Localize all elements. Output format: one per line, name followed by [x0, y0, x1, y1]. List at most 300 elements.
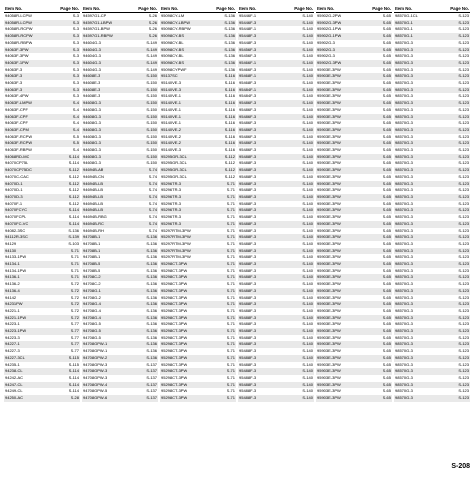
index-row	[316, 13, 392, 20]
item-number: 95298CT-3PW	[161, 301, 188, 307]
index-row	[238, 107, 314, 114]
page-reference: S-136	[224, 19, 235, 25]
index-row	[394, 160, 470, 167]
item-number: 94058R-RBPW	[5, 39, 33, 45]
item-number: 95140VE-2	[161, 133, 182, 139]
page-reference: S-123	[458, 261, 469, 267]
page-reference: S-140	[302, 368, 313, 374]
page-reference: S-136	[146, 307, 157, 313]
item-number: 95903E-3PW	[317, 301, 341, 307]
index-row	[4, 26, 80, 33]
item-number: 94604G-3	[83, 46, 101, 52]
item-number: 95903E-3PW	[317, 180, 341, 186]
item-number: 95140VE-1	[161, 106, 182, 112]
page-reference: S-3	[72, 26, 79, 32]
item-number: 95488F-3	[239, 307, 257, 313]
page-reference: S-65	[382, 274, 391, 280]
page-reference: S-65	[382, 294, 391, 300]
page-reference: S-140	[302, 301, 313, 307]
item-number: 95488F-3	[239, 207, 257, 213]
index-row	[394, 254, 470, 261]
index-row	[394, 388, 470, 395]
index-row	[394, 127, 470, 134]
item-number: 94070FCPL	[5, 214, 27, 220]
index-row	[238, 100, 314, 107]
item-number: 95298CT-3PW	[161, 361, 188, 367]
page-reference: S-123	[458, 147, 469, 153]
index-row	[394, 154, 470, 161]
index-row	[160, 288, 236, 295]
page-reference: S-140	[302, 100, 313, 106]
page-reference: S-3	[72, 73, 79, 79]
page-reference: S-123	[458, 26, 469, 32]
item-number: 94063F-3PW	[5, 46, 29, 52]
page-reference: S-71	[226, 307, 235, 313]
index-row	[316, 160, 392, 167]
page-reference: S-103	[68, 240, 79, 246]
item-number: 95903E-3PW	[317, 167, 341, 173]
index-row	[238, 147, 314, 154]
index-row	[4, 288, 80, 295]
index-row	[394, 348, 470, 355]
page-reference: S-65	[382, 227, 391, 233]
index-row	[160, 80, 236, 87]
index-column	[316, 6, 392, 458]
page-reference: S-140	[302, 173, 313, 179]
page-reference: S-123	[458, 395, 469, 401]
item-number: 95297RTM-3PW	[161, 234, 191, 240]
page-reference: S-140	[302, 240, 313, 246]
page-reference: S-72	[70, 307, 79, 313]
page-reference: S-65	[382, 133, 391, 139]
index-row	[394, 53, 470, 60]
item-number: 94708GPW-5	[83, 388, 108, 394]
item-number: 94694B-CN	[83, 173, 104, 179]
index-row	[316, 261, 392, 268]
page-reference: S-150	[146, 93, 157, 99]
item-number: 94129	[5, 240, 17, 246]
item-number: 94231PW	[5, 301, 23, 307]
index-row	[160, 67, 236, 74]
index-row	[394, 268, 470, 275]
index-row	[316, 315, 392, 322]
item-number: 94070D-3	[5, 193, 23, 199]
page-reference: S-65	[382, 287, 391, 293]
page-reference: S-123	[458, 167, 469, 173]
page-reference: S-116	[224, 86, 235, 92]
item-number: 94249-CL	[5, 388, 23, 394]
item-number: 95903E-3PW	[317, 341, 341, 347]
page-reference: S-26	[148, 26, 157, 32]
index-row	[160, 341, 236, 348]
item-number: 94608G-3	[83, 133, 101, 139]
item-number: 95903E-3PW	[317, 354, 341, 360]
page-reference: S-140	[302, 200, 313, 206]
page-reference: S-65	[382, 167, 391, 173]
page-reference: S-26	[148, 19, 157, 25]
page-reference: S-136	[146, 348, 157, 354]
page-reference: S-123	[458, 100, 469, 106]
item-number: 94597G1-RBPW	[83, 33, 113, 39]
page-reference: S-136	[146, 328, 157, 334]
item-number: 94063F-RBPW	[5, 147, 32, 153]
page-reference: S-123	[458, 207, 469, 213]
item-number: 98570G-3	[395, 341, 413, 347]
page-reference: S-71	[226, 187, 235, 193]
page-reference: S-3	[72, 46, 79, 52]
index-row	[238, 181, 314, 188]
page-reference: S-5	[72, 140, 79, 146]
page-reference: S-71	[226, 354, 235, 360]
page-reference: S-116	[224, 100, 235, 106]
item-number: 98570G-3	[395, 167, 413, 173]
index-row	[82, 26, 158, 33]
page-reference: S-136	[224, 26, 235, 32]
item-number: 95903E-3PW	[317, 200, 341, 206]
page-reference: S-150	[146, 106, 157, 112]
page-reference: S-65	[382, 354, 391, 360]
column-header	[316, 6, 392, 13]
item-number: 94597G1-CP	[83, 13, 107, 18]
page-reference: S-116	[224, 120, 235, 126]
item-number: 94063F-CPM	[5, 126, 29, 132]
page-reference: S-65	[382, 314, 391, 320]
index-row	[82, 181, 158, 188]
item-number: 95297RTM-3PW	[161, 254, 191, 260]
index-row	[394, 20, 470, 27]
index-row	[238, 261, 314, 268]
index-row	[316, 174, 392, 181]
item-number: 95140VE-3	[161, 80, 182, 86]
item-number: 94130	[5, 247, 17, 253]
index-row	[394, 335, 470, 342]
index-row	[238, 341, 314, 348]
index-row	[4, 87, 80, 94]
page-reference: S-65	[382, 334, 391, 340]
item-number: 94242-AC	[5, 374, 24, 380]
item-number: 95298CT-3PW	[161, 388, 188, 394]
page-reference: S-112	[224, 160, 235, 166]
item-number: 95488F-3	[239, 348, 257, 354]
item-number: 95297RTM-3PW	[161, 227, 191, 233]
index-row	[238, 134, 314, 141]
index-row	[394, 382, 470, 389]
page-reference: S-123	[458, 180, 469, 186]
index-row	[394, 315, 470, 322]
index-row	[160, 214, 236, 221]
index-row	[160, 100, 236, 107]
item-number: 94063F-CPF	[5, 106, 28, 112]
item-number: 95488F-3	[239, 334, 257, 340]
page-reference: S-77	[70, 341, 79, 347]
index-row	[316, 355, 392, 362]
page-reference: S-140	[302, 247, 313, 253]
item-number: 94708G-5	[83, 321, 101, 327]
index-row	[316, 187, 392, 194]
item-header: Item No.	[395, 6, 413, 11]
item-number: 94708G-4	[83, 301, 101, 307]
page-reference: S-3	[72, 33, 79, 39]
item-number: 98570G-3	[395, 126, 413, 132]
item-number: 94221-1PW	[5, 314, 27, 320]
item-number: 95902G-3	[317, 53, 335, 59]
item-number: 94063F-3	[5, 73, 23, 79]
index-row	[238, 308, 314, 315]
index-row	[238, 395, 314, 402]
index-row	[394, 308, 470, 315]
index-row	[4, 341, 80, 348]
index-row	[82, 234, 158, 241]
item-number: 94708GPW-6	[83, 395, 108, 401]
index-row	[82, 154, 158, 161]
index-row	[238, 228, 314, 235]
index-row	[160, 207, 236, 214]
item-number: 95902G-2PW	[317, 13, 342, 18]
index-row	[238, 67, 314, 74]
page-reference: S-123	[458, 314, 469, 320]
index-row	[316, 93, 392, 100]
index-row	[394, 33, 470, 40]
item-number: 94058R-LCPW	[5, 19, 32, 25]
index-row	[394, 395, 470, 402]
page-reference: S-140	[302, 59, 313, 65]
page-reference: S-65	[382, 33, 391, 39]
index-row	[4, 67, 80, 74]
page-reference: S-114	[68, 214, 79, 220]
item-header: Item No.	[161, 6, 179, 11]
item-number: 95295GR-3CL	[161, 153, 187, 159]
page-reference: S-136	[146, 354, 157, 360]
page-reference: S-65	[382, 200, 391, 206]
index-row	[4, 234, 80, 241]
index-row	[160, 147, 236, 154]
page-reference: S-65	[382, 381, 391, 387]
item-number: 95486F-3	[239, 140, 257, 146]
item-number: 94604G-3	[83, 53, 101, 59]
item-number: 94708C-2	[83, 274, 101, 280]
index-row	[82, 375, 158, 382]
item-number: 94136-4	[5, 287, 20, 293]
item-number: 98570G-3	[395, 39, 413, 45]
page-reference: S-140	[302, 395, 313, 401]
page-reference: S-65	[382, 240, 391, 246]
item-number: 94597G1-LBPW	[83, 19, 113, 25]
item-number: 98570G-3	[395, 180, 413, 186]
page-reference: S-114	[68, 368, 79, 374]
page-reference: S-136	[146, 254, 157, 260]
index-row	[82, 40, 158, 47]
item-number: 98570G-1	[395, 33, 413, 39]
index-row	[160, 134, 236, 141]
item-number: 95488F-3	[239, 173, 257, 179]
page-reference: S-71	[226, 321, 235, 327]
item-number: 94070FC-VC	[5, 220, 29, 226]
index-row	[82, 53, 158, 60]
item-number: 94708B-1	[83, 240, 101, 246]
index-row	[160, 382, 236, 389]
index-row	[238, 248, 314, 255]
index-row	[82, 194, 158, 201]
item-number: 95488F-3	[239, 368, 257, 374]
index-row	[394, 181, 470, 188]
item-number: 98570G-3	[395, 147, 413, 153]
page-reference: S-123	[458, 301, 469, 307]
page-reference: S-3	[72, 53, 79, 59]
column-header	[238, 6, 314, 13]
page-reference: S-140	[302, 160, 313, 166]
index-row	[316, 107, 392, 114]
item-number: 94063F-1PW	[5, 59, 29, 65]
item-number: 95466F-1	[239, 59, 257, 65]
index-row	[316, 281, 392, 288]
item-number: 98570G-1CL	[395, 13, 418, 18]
page-reference: S-71	[226, 348, 235, 354]
index-row	[238, 335, 314, 342]
page-reference: S-140	[302, 73, 313, 79]
index-row	[82, 382, 158, 389]
index-row	[4, 261, 80, 268]
item-number: 98570G-3	[395, 307, 413, 313]
item-number: 94708GPW-4	[83, 381, 108, 387]
item-number: 95903E-3PW	[317, 361, 341, 367]
index-row	[394, 234, 470, 241]
page-reference: S-137	[146, 368, 157, 374]
item-number: 95468F-1	[239, 73, 257, 79]
index-row	[160, 241, 236, 248]
item-number: 95140VE-3	[161, 86, 182, 92]
index-row	[4, 20, 80, 27]
page-reference: S-136	[146, 234, 157, 240]
index-row	[82, 127, 158, 134]
page-reference: S-3	[72, 19, 79, 25]
index-row	[238, 194, 314, 201]
page-reference: S-65	[382, 147, 391, 153]
page-reference: S-140	[302, 307, 313, 313]
item-number: 95488F-3	[239, 254, 257, 260]
page-reference: S-136	[146, 301, 157, 307]
item-number: 95903E-3PW	[317, 173, 341, 179]
page-reference: S-112	[224, 167, 235, 173]
index-row	[238, 348, 314, 355]
item-number: 98570G-3	[395, 374, 413, 380]
item-number: 95488F-3	[239, 354, 257, 360]
item-number: 94063F-RCPW	[5, 140, 33, 146]
item-number: 94058R-LCPW	[5, 13, 32, 18]
index-row	[316, 241, 392, 248]
index-row	[82, 274, 158, 281]
page-reference: S-140	[302, 140, 313, 146]
index-row	[160, 268, 236, 275]
page-reference: S-123	[458, 281, 469, 287]
page-reference: S-123	[458, 86, 469, 92]
item-number: 94608G-3	[83, 106, 101, 112]
page-reference: S-149	[146, 66, 157, 72]
page-reference: S-71	[226, 180, 235, 186]
index-row	[394, 13, 470, 20]
item-number: 95903E-3PW	[317, 381, 341, 387]
page-reference: S-140	[302, 19, 313, 25]
page-reference: S-112	[68, 167, 79, 173]
index-row	[394, 87, 470, 94]
index-row	[394, 274, 470, 281]
index-row	[4, 33, 80, 40]
index-row	[394, 147, 470, 154]
index-row	[394, 167, 470, 174]
page-reference: S-116	[224, 126, 235, 132]
item-number: 95488F-3	[239, 294, 257, 300]
item-number: 95903E-3PW	[317, 220, 341, 226]
page-reference: S-3	[72, 86, 79, 92]
index-row	[394, 60, 470, 67]
item-number: 95488F-3	[239, 388, 257, 394]
page-reference: S-123	[458, 368, 469, 374]
item-number: 95903E-3PW	[317, 66, 341, 72]
index-row	[316, 341, 392, 348]
item-number: 94070C-CAC	[5, 173, 29, 179]
page-reference: S-116	[224, 80, 235, 86]
page-reference: S-71	[70, 267, 79, 273]
item-number: 98570G-3	[395, 53, 413, 59]
page-reference: S-140	[302, 46, 313, 52]
index-row	[316, 368, 392, 375]
index-row	[160, 201, 236, 208]
item-number: 94070CP75DC	[5, 167, 32, 173]
index-row	[160, 315, 236, 322]
item-number: 95448F-3	[239, 33, 257, 39]
page-reference: S-136	[146, 247, 157, 253]
page-reference: S-71	[70, 247, 79, 253]
page-reference: S-140	[302, 267, 313, 273]
item-number: 95903E-3PW	[317, 254, 341, 260]
page-reference: S-116	[224, 140, 235, 146]
page-reference: S-140	[302, 120, 313, 126]
item-header: Item No.	[239, 6, 257, 11]
page-reference: S-140	[302, 214, 313, 220]
item-number: 95488F-3	[239, 321, 257, 327]
index-row	[4, 140, 80, 147]
index-row	[160, 375, 236, 382]
page-reference: S-65	[382, 180, 391, 186]
index-row	[82, 341, 158, 348]
item-number: 95903E-3PW	[317, 140, 341, 146]
page-reference: S-65	[382, 328, 391, 334]
index-row	[238, 47, 314, 54]
index-row	[316, 114, 392, 121]
page-reference: S-65	[382, 120, 391, 126]
page-reference: S-123	[458, 354, 469, 360]
page-reference: S-123	[458, 214, 469, 220]
index-row	[82, 93, 158, 100]
item-number: 98570G-3	[395, 348, 413, 354]
item-number: 94227-3	[5, 348, 20, 354]
page-reference: S-136	[146, 321, 157, 327]
item-number: 94604G-3	[83, 59, 101, 65]
index-row	[394, 67, 470, 74]
index-row	[316, 60, 392, 67]
item-number: 95488F-3	[239, 274, 257, 280]
page-reference: S-140	[302, 126, 313, 132]
page-reference: S-123	[458, 33, 469, 39]
index-row	[238, 355, 314, 362]
page-reference: S-149	[146, 59, 157, 65]
index-row	[82, 60, 158, 67]
index-row	[82, 328, 158, 335]
item-number: 95488F-3	[239, 267, 257, 273]
page-reference: S-65	[382, 193, 391, 199]
index-row	[160, 20, 236, 27]
index-row	[238, 382, 314, 389]
item-number: 98570G-1	[395, 19, 413, 25]
